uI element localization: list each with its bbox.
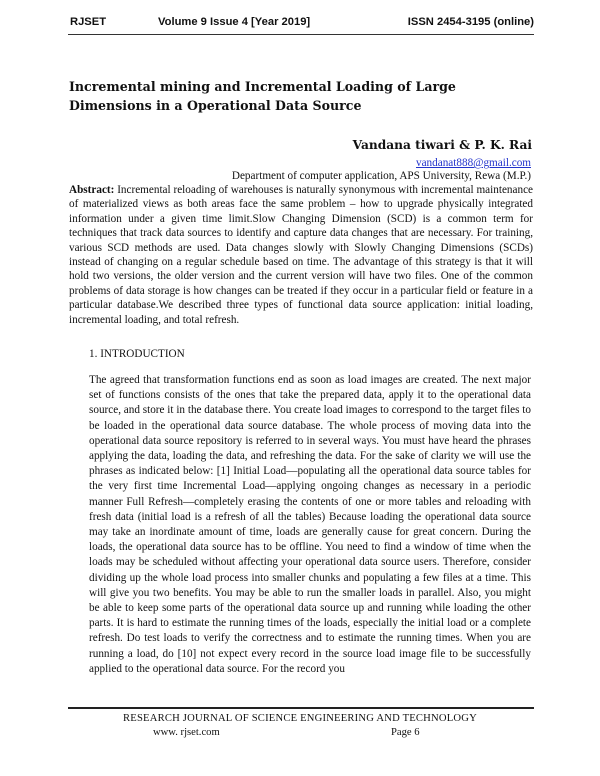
footer-page-number: Page 6 xyxy=(391,727,420,738)
footer-journal: RESEARCH JOURNAL OF SCIENCE ENGINEERING AND TECHNOLOGY xyxy=(123,713,477,724)
header-volume: Volume 9 Issue 4 [Year 2019] xyxy=(158,16,311,28)
author-names: Vandana tiwari & P. K. Rai xyxy=(352,138,532,152)
header-issn: ISSN 2454-3195 (online) xyxy=(407,16,534,28)
paper-title: Incremental mining and Incremental Loading of Large Dimensions in a Operational Data Source xyxy=(69,79,456,113)
abstract-text: Incremental reloading of warehouses is naturally synonymous with incremental maintenance of materialized views as both areas face the same problem – how to upgrade physically integrated information under a given time limit.Slow Changing Dimension (SCD) is a common term for techniques that track data sources to identify and capture data changes that are necessary. For training, various SCD methods are used. Data changes slowly with Slowly Changing Dimensions (SCDs) instead of changing on a regular schedule based on time. The advantage of this strategy is that it will hold two versions, the older version and the current version will have two files. One of the common problems of data storage is how changes can be treated if they occur in a particular field or feature in a particular database.We described three types of functional data source application: initial loading, incremental loading, and total refresh. xyxy=(69,184,533,326)
page-header xyxy=(68,16,534,32)
footer-website: www. rjset.com xyxy=(153,727,220,738)
author-email-link[interactable]: vandanat888@gmail.com xyxy=(416,157,531,169)
header-journal: RJSET xyxy=(70,16,107,28)
abstract xyxy=(69,183,533,327)
abstract-label: Abstract: xyxy=(69,184,115,196)
section-heading: 1. INTRODUCTION xyxy=(89,348,185,360)
footer-rule xyxy=(68,707,534,709)
author-affiliation: Department of computer application, APS University, Rewa (M.P.) xyxy=(231,170,531,182)
introduction-body: The agreed that transformation functions end as soon as load images are created. The next major set of functions consists of the ones that take the prepared data, apply it to the operational data source, and store it in the database there. You create load images to correspond to the target files to be loaded in the operational data source database. The whole process of moving data into the operational data source repository is referred to in several ways. You must have heard the phrases applying the data, loading the data, and refreshing the data. For the sake of clarity we will use the phrases as indicated below: [1] Initial Load—populating all the operational data source tables for the very first time Incremental Load—applying ongoing changes as necessary in a periodic manner Full Refresh—completely erasing the contents of one or more tables and reloading with fresh data (initial load is a refresh of all the tables) Because loading the operational data source may take an inordinate amount of time, loads are generally cause for great concern. During the loads, the operational data source has to be offline. You need to find a window of time when the loads may be scheduled without affecting your operational data source users. Therefore, consider dividing up the whole load process into smaller chunks and populating a few files at a time. This will give you two benefits. You may be able to run the smaller loads in parallel. Also, you might be able to keep some parts of the operational data source up and running while loading the other parts. It is hard to estimate the running times of the loads, especially the initial load or a complete refresh. Do test loads to verify the correctness and to estimate the running times. When you are running a load, do [10] not expect every record in the source load image file to be successfully applied to the operational data source. For the record you xyxy=(89,374,531,675)
header-rule xyxy=(68,34,534,35)
